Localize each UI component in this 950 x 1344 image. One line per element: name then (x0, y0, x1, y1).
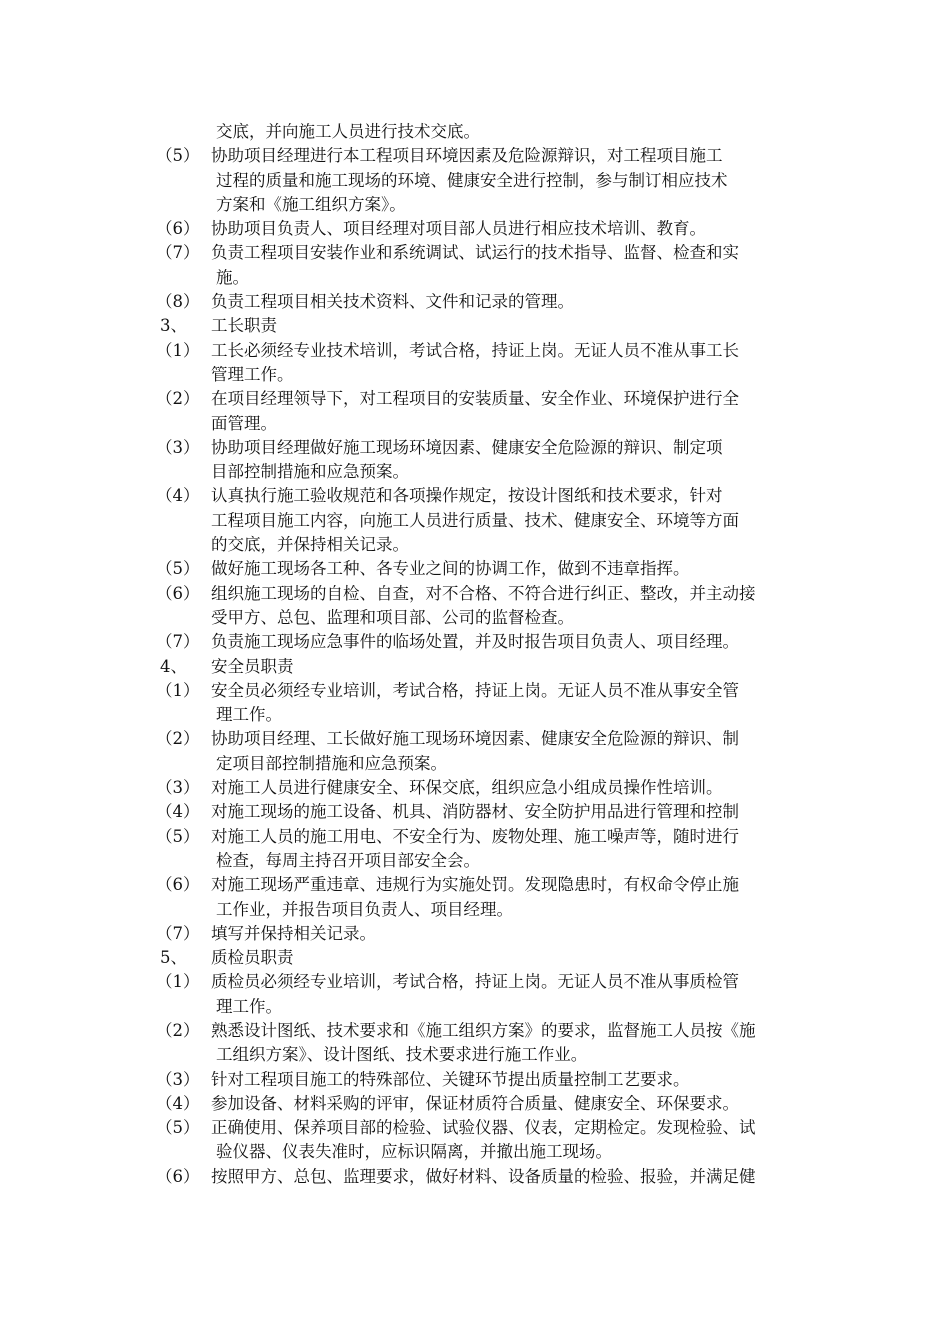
item-text: 协助项目经理、工长做好施工现场环境因素、健康安全危险源的辩识、制 (211, 729, 739, 749)
section-number: 3、 (160, 316, 187, 336)
list-item (0, 776, 950, 800)
item-number: （5） (156, 559, 200, 579)
list-item (0, 241, 950, 265)
continuation-text: 理工作。 (216, 996, 282, 1016)
continuation-text: 工程项目施工内容，向施工人员进行质量、技术、健康安全、环境等方面 (211, 510, 739, 530)
item-text: 按照甲方、总包、监理要求，做好材料、设备质量的检验、报验，并满足健 (211, 1166, 756, 1186)
item-text: 认真执行施工验收规范和各项操作规定，按设计图纸和技术要求，针对 (211, 486, 723, 506)
section-heading (0, 655, 950, 679)
continuation-text: 的交底，并保持相关记录。 (211, 535, 409, 555)
item-text: 参加设备、材料采购的评审，保证材质符合质量、健康安全、环保要求。 (211, 1093, 739, 1113)
continuation-line (0, 193, 950, 217)
item-number: （1） (156, 972, 200, 992)
item-number: （2） (156, 729, 200, 749)
continuation-line (0, 995, 950, 1019)
item-text: 对施工人员进行健康安全、环保交底，组织应急小组成员操作性培训。 (211, 778, 723, 798)
list-item (0, 630, 950, 654)
section-title: 质检员职责 (211, 948, 294, 968)
continuation-line (0, 849, 950, 873)
continuation-text: 施。 (216, 267, 249, 287)
item-text: 对施工人员的施工用电、不安全行为、废物处理、施工噪声等，随时进行 (211, 826, 739, 846)
continuation-text: 交底，并向施工人员进行技术交底。 (216, 122, 480, 141)
continuation-line (0, 120, 950, 144)
continuation-line (0, 509, 950, 533)
list-item (0, 557, 950, 581)
list-item (0, 1116, 950, 1140)
item-number: （3） (156, 778, 200, 798)
list-item (0, 1092, 950, 1116)
item-text: 正确使用、保养项目部的检验、试验仪器、仪表，定期检定。发现检验、试 (211, 1118, 756, 1138)
continuation-line (0, 169, 950, 193)
continuation-line (0, 533, 950, 557)
section-title: 工长职责 (211, 316, 277, 336)
item-number: （2） (156, 1020, 200, 1040)
continuation-text: 目部控制措施和应急预案。 (211, 462, 409, 482)
item-text: 对施工现场严重违章、违规行为实施处罚。发现隐患时，有权命令停止施 (211, 875, 739, 895)
item-number: （6） (156, 1166, 200, 1186)
list-item (0, 387, 950, 411)
item-text: 做好施工现场各工种、各专业之间的协调工作，做到不违章指挥。 (211, 559, 690, 579)
item-number: （5） (156, 826, 200, 846)
continuation-text: 受甲方、总包、监理和项目部、公司的监督检查。 (211, 607, 574, 627)
section-heading (0, 314, 950, 338)
continuation-text: 管理工作。 (211, 364, 294, 384)
continuation-line (0, 460, 950, 484)
continuation-line (0, 752, 950, 776)
continuation-line (0, 606, 950, 630)
item-number: （6） (156, 583, 200, 603)
list-item (0, 436, 950, 460)
continuation-text: 理工作。 (216, 705, 282, 725)
item-text: 协助项目经理做好施工现场环境因素、健康安全危险源的辩识、制定项 (211, 437, 723, 457)
section-heading (0, 946, 950, 970)
continuation-text: 验仪器、仪表失准时，应标识隔离，并撤出施工现场。 (216, 1142, 612, 1162)
item-number: （3） (156, 437, 200, 457)
continuation-text: 定项目部控制措施和应急预案。 (216, 753, 447, 773)
item-text: 安全员必须经专业培训，考试合格，持证上岗。无证人员不准从事安全管 (211, 680, 739, 700)
item-number: （7） (156, 243, 200, 263)
continuation-text: 过程的质量和施工现场的环境、健康安全进行控制，参与制订相应技术 (216, 170, 728, 190)
continuation-text: 工作业，并报告项目负责人、项目经理。 (216, 899, 513, 919)
item-text: 协助项目经理进行本工程项目环境因素及危险源辩识，对工程项目施工 (211, 146, 723, 166)
list-item (0, 1068, 950, 1092)
item-number: （6） (156, 219, 200, 239)
item-text: 填写并保持相关记录。 (211, 923, 376, 943)
list-item (0, 339, 950, 363)
item-text: 负责施工现场应急事件的临场处置，并及时报告项目负责人、项目经理。 (211, 632, 739, 652)
section-number: 5、 (160, 948, 187, 968)
continuation-text: 方案和《施工组织方案》。 (216, 194, 406, 214)
continuation-line (0, 898, 950, 922)
continuation-line (0, 412, 950, 436)
continuation-line (0, 266, 950, 290)
section-title: 安全员职责 (211, 656, 294, 676)
list-item (0, 727, 950, 751)
item-number: （7） (156, 923, 200, 943)
item-text: 负责工程项目安装作业和系统调试、试运行的技术指导、监督、检查和实 (211, 243, 739, 263)
list-item (0, 217, 950, 241)
document-body (0, 120, 950, 1189)
section-number: 4、 (160, 656, 187, 676)
item-number: （4） (156, 1093, 200, 1113)
item-number: （2） (156, 389, 200, 409)
continuation-text: 检查，每周主持召开项目部安全会。 (216, 850, 480, 870)
list-item (0, 873, 950, 897)
item-text: 组织施工现场的自检、自查，对不合格、不符合进行纠正、整改，并主动接 (211, 583, 756, 603)
list-item (0, 582, 950, 606)
item-text: 对施工现场的施工设备、机具、消防器材、安全防护用品进行管理和控制 (211, 802, 739, 822)
item-number: （6） (156, 875, 200, 895)
continuation-line (0, 1140, 950, 1164)
item-number: （4） (156, 802, 200, 822)
item-text: 针对工程项目施工的特殊部位、关键环节提出质量控制工艺要求。 (211, 1069, 690, 1089)
item-number: （1） (156, 340, 200, 360)
list-item (0, 144, 950, 168)
list-item (0, 484, 950, 508)
item-text: 熟悉设计图纸、技术要求和《施工组织方案》的要求，监督施工人员按《施 (211, 1020, 756, 1040)
item-text: 在项目经理领导下，对工程项目的安装质量、安全作业、环境保护进行全 (211, 389, 739, 409)
continuation-line (0, 703, 950, 727)
item-text: 工长必须经专业技术培训，考试合格，持证上岗。无证人员不准从事工长 (211, 340, 739, 360)
item-number: （3） (156, 1069, 200, 1089)
continuation-line (0, 363, 950, 387)
item-number: （1） (156, 680, 200, 700)
list-item (0, 1165, 950, 1189)
item-number: （5） (156, 1118, 200, 1138)
item-number: （7） (156, 632, 200, 652)
list-item (0, 679, 950, 703)
continuation-text: 面管理。 (211, 413, 277, 433)
continuation-text: 工组织方案》、设计图纸、技术要求进行施工作业。 (216, 1045, 588, 1065)
list-item (0, 825, 950, 849)
list-item (0, 1019, 950, 1043)
item-text: 负责工程项目相关技术资料、文件和记录的管理。 (211, 292, 574, 312)
list-item (0, 922, 950, 946)
list-item (0, 800, 950, 824)
list-item (0, 970, 950, 994)
continuation-line (0, 1043, 950, 1067)
list-item (0, 290, 950, 314)
item-number: （4） (156, 486, 200, 506)
item-number: （5） (156, 146, 200, 166)
item-number: （8） (156, 292, 200, 312)
item-text: 质检员必须经专业培训，考试合格，持证上岗。无证人员不准从事质检管 (211, 972, 739, 992)
item-text: 协助项目负责人、项目经理对项目部人员进行相应技术培训、教育。 (211, 219, 706, 239)
